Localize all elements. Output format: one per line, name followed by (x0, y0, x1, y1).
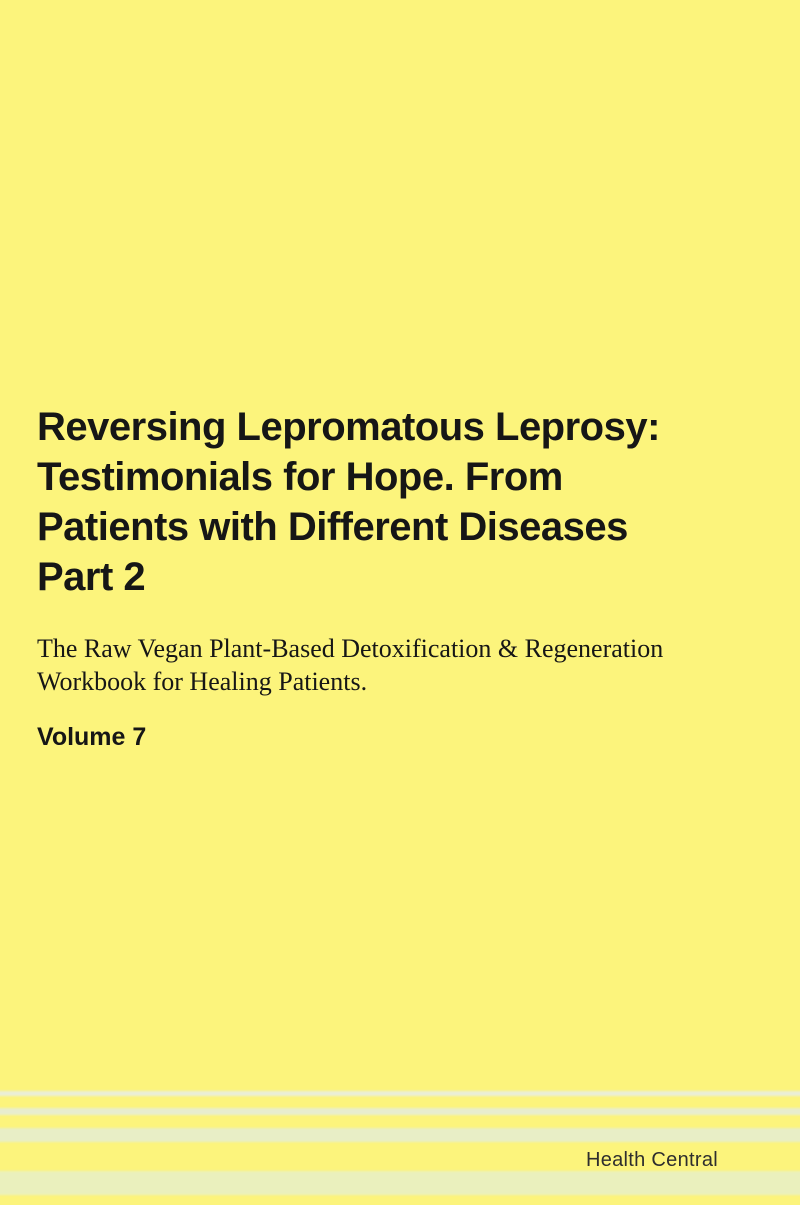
book-title (37, 402, 660, 602)
decorative-stripe-1 (0, 1091, 800, 1096)
title-line-1: Reversing Lepromatous Leprosy: (37, 405, 660, 449)
decorative-stripe-4 (0, 1171, 800, 1195)
decorative-stripe-3 (0, 1128, 800, 1142)
title-line-2: Testimonials for Hope. From (37, 455, 563, 499)
subtitle-line-1: The Raw Vegan Plant-Based Detoxification & Regeneration (37, 634, 664, 663)
subtitle-line-2: Workbook for Healing Patients. (37, 667, 368, 696)
decorative-stripe-2 (0, 1108, 800, 1115)
publisher-name: Health Central (585, 1149, 718, 1171)
title-line-3: Patients with Different Diseases (37, 505, 628, 549)
volume-label: Volume 7 (37, 723, 147, 751)
title-line-4: Part 2 (37, 555, 146, 599)
book-subtitle (37, 632, 663, 698)
